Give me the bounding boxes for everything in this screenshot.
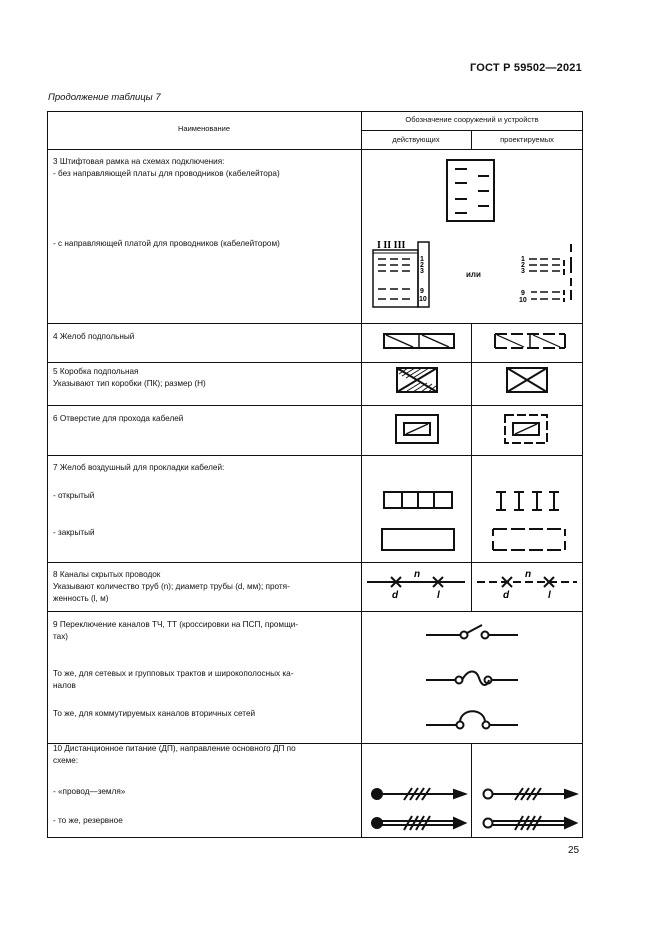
row-3-item-b-text: - с направляющей платой для проводников (кабелейтором)	[53, 239, 280, 248]
alt-pin-label-1: 1	[521, 256, 525, 263]
row-10-item-a	[53, 786, 125, 798]
alt-pin-label-10: 10	[519, 297, 527, 304]
row-3-item-a: - без направляющей платы для проводников (кабелейтора)	[53, 169, 280, 178]
header-name: Наименование	[178, 124, 230, 133]
row-9-line-3: То же, для сетевых и групповых трактов и широкополосных ка-	[53, 669, 294, 678]
pin-frame-guide-symbol	[369, 238, 439, 308]
row-5-line-1: 5 Коробка подпольная	[53, 367, 139, 376]
label-d-planned: d	[503, 590, 510, 601]
floor-channel-planned-symbol	[494, 333, 566, 349]
row-10-line-2: схеме:	[53, 756, 79, 765]
label-l-planned: l	[548, 590, 551, 601]
cable-opening-planned-symbol	[504, 414, 548, 444]
row-7-item-b-text: - закрытый	[53, 528, 95, 537]
row-10-line-1: 10 Дистанционное питание (ДП), направление основного ДП по	[53, 744, 296, 753]
standard-number: ГОСТ Р 59502—2021	[470, 62, 582, 74]
row-8-line-2: Указывают количество труб (n); диаметр трубы (d, мм); протя-	[53, 582, 290, 591]
row-3-text	[53, 156, 280, 180]
remote-power-reserve-existing-symbol	[370, 813, 466, 833]
row-8-line-3: женность (l, м)	[53, 594, 109, 603]
row-9-text-2	[53, 668, 293, 692]
floor-channel-existing-symbol	[383, 333, 455, 349]
label-n: n	[414, 569, 421, 580]
table-caption: Продолжение таблицы 7	[48, 92, 161, 103]
switched-channel-symbol	[424, 706, 520, 730]
row-7-text	[53, 462, 224, 474]
row-4-title: 4 Желоб подпольный	[53, 332, 135, 341]
open-tray-planned-symbol	[494, 490, 564, 512]
or-label: или	[466, 270, 481, 279]
row-7-item-a-text: - открытый	[53, 491, 95, 500]
remote-power-planned-symbol	[481, 785, 577, 803]
row-9-text-3	[53, 708, 255, 720]
hidden-channel-planned-symbol	[477, 568, 579, 604]
row-7-title: 7 Желоб воздушный для прокладки кабелей:	[53, 463, 225, 472]
cable-opening-existing-symbol	[395, 414, 439, 444]
row-9-line-4: налов	[53, 681, 76, 690]
pin-label-2: 2	[420, 262, 424, 269]
roman-numerals: I II III	[377, 240, 406, 251]
remote-power-reserve-planned-symbol	[481, 813, 577, 833]
header-designation: Обозначение сооружений и устройств	[405, 115, 539, 124]
header-planned: проектируемых	[500, 135, 554, 144]
row-5-text	[53, 366, 206, 390]
pin-label-1: 1	[420, 256, 424, 263]
row-10-text	[53, 743, 296, 767]
row-10-item-b	[53, 815, 123, 827]
page-number: 25	[568, 845, 580, 856]
row-10-item-a-text: - «провод—земля»	[53, 787, 126, 796]
channel-switch-symbol	[424, 622, 520, 646]
row-9-line-2: тах)	[53, 632, 69, 641]
alt-pin-label-3: 3	[521, 268, 525, 275]
row-7-item-a	[53, 490, 94, 502]
row-10-item-b-text: - то же, резервное	[53, 816, 123, 825]
row-9-line-5: То же, для коммутируемых каналов вторичных сетей	[53, 709, 256, 718]
label-d: d	[392, 590, 399, 601]
closed-tray-existing-symbol	[381, 528, 455, 552]
row-3-item-b	[53, 238, 280, 250]
label-l: l	[437, 590, 440, 601]
row-8-line-1: 8 Каналы скрытых проводок	[53, 570, 161, 579]
floor-box-planned-symbol	[506, 367, 548, 393]
row-5-line-2: Указывают тип коробки (ПК); размер (Н)	[53, 379, 206, 388]
open-tray-existing-symbol	[382, 490, 454, 510]
header-existing: действующих	[392, 135, 440, 144]
pin-frame-alt-symbol	[519, 242, 577, 306]
closed-tray-planned-symbol	[492, 528, 566, 552]
pin-label-10: 10	[419, 296, 427, 303]
row-3-title: 3 Штифтовая рамка на схемах подключения:	[53, 157, 225, 166]
label-n-planned: n	[525, 569, 532, 580]
floor-box-existing-symbol	[396, 367, 438, 393]
alt-pin-label-2: 2	[521, 262, 525, 269]
pin-frame-symbol	[446, 159, 496, 223]
pin-label-9: 9	[420, 288, 424, 295]
pin-label-3: 3	[420, 268, 424, 275]
row-8-text	[53, 569, 290, 605]
remote-power-existing-symbol	[370, 785, 466, 803]
row-6-title: 6 Отверстие для прохода кабелей	[53, 414, 184, 423]
row-9-line-1: 9 Переключение каналов ТЧ, ТТ (кроссировки на ПСП, промщи-	[53, 620, 299, 629]
row-4-text	[53, 331, 134, 343]
row-6-text	[53, 413, 183, 425]
group-path-switch-symbol	[424, 668, 520, 692]
row-9-text-1	[53, 619, 298, 643]
row-7-item-b	[53, 527, 95, 539]
hidden-channel-existing-symbol	[367, 568, 467, 604]
alt-pin-label-9: 9	[521, 290, 525, 297]
